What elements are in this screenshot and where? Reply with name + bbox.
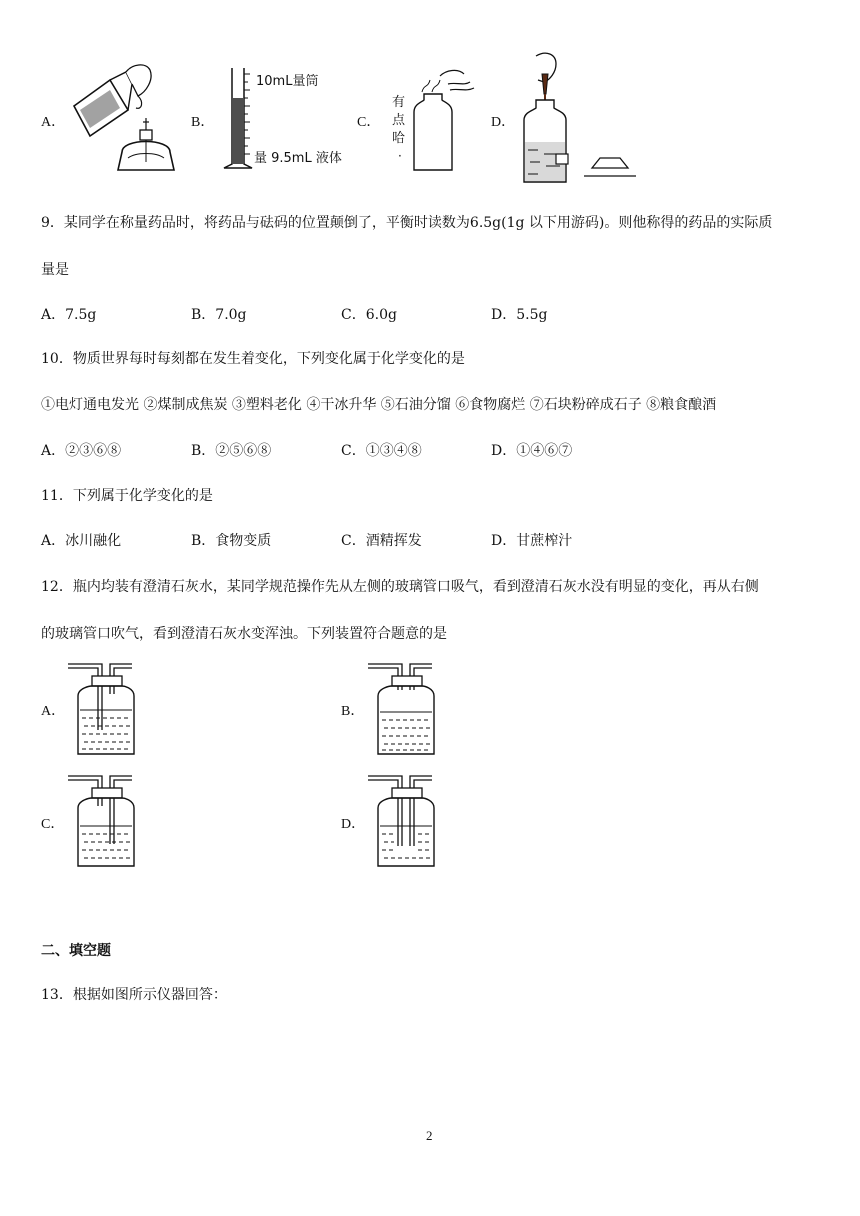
q12-option-b-bottle bbox=[364, 660, 436, 762]
q10-items: ①电灯通电发光 ②煤制成焦炭 ③塑料老化 ④干冰升华 ⑤石油分馏 ⑥食物腐烂 ⑦石块粉碎成石子 ⑧粮食酿酒 bbox=[41, 397, 717, 413]
q8-option-c-label: C． bbox=[357, 115, 381, 130]
q12-option-c-label: C． bbox=[41, 817, 65, 832]
q9-option-b: B．7.0g bbox=[191, 307, 247, 323]
q8-option-a-label: A． bbox=[41, 115, 66, 130]
section-title-fill-in: 二、填空题 bbox=[41, 943, 111, 959]
q10-option-b: B．②⑤⑥⑧ bbox=[191, 443, 272, 459]
q8-option-a-figure bbox=[66, 62, 186, 184]
q13-stem: 13．根据如图所示仪器回答： bbox=[41, 987, 227, 1003]
q8-option-b-label: B． bbox=[191, 115, 215, 130]
q11-option-d: D．甘蔗榨汁 bbox=[491, 533, 573, 549]
q8-option-c-figure bbox=[388, 66, 480, 180]
q12-option-a-bottle bbox=[64, 660, 136, 762]
q8-b-cylinder-bottom-label: 量 9.5mL 液体 bbox=[254, 151, 342, 166]
q9-stem-line2: 量是 bbox=[41, 262, 69, 278]
q8-option-b-figure bbox=[218, 64, 358, 180]
q12-option-d-label: D． bbox=[341, 817, 366, 832]
q12-option-a-label: A． bbox=[41, 704, 66, 719]
q9-option-a: A．7.5g bbox=[41, 307, 97, 323]
q8-option-d-figure bbox=[516, 50, 640, 190]
q10-stem: 10．物质世界每时每刻都在发生着变化，下列变化属于化学变化的是 bbox=[41, 351, 465, 367]
q10-option-d: D．①④⑥⑦ bbox=[491, 443, 573, 459]
q8-c-side-label-3: 哈 bbox=[392, 131, 406, 146]
q8-b-cylinder-top-label: 10mL量筒 bbox=[256, 74, 319, 89]
page-number: 2 bbox=[426, 1128, 433, 1143]
q9-option-d: D．5.5g bbox=[491, 307, 548, 323]
q12-option-b-label: B． bbox=[341, 704, 365, 719]
q11-option-b: B．食物变质 bbox=[191, 533, 272, 549]
q8-c-side-label-2: 点 bbox=[392, 113, 406, 128]
q8-option-d-label: D． bbox=[491, 115, 516, 130]
q11-stem: 11．下列属于化学变化的是 bbox=[41, 488, 213, 504]
q9-option-c: C．6.0g bbox=[341, 307, 397, 323]
q11-option-c: C．酒精挥发 bbox=[341, 533, 422, 549]
q11-option-a: A．冰川融化 bbox=[41, 533, 122, 549]
q12-stem-line1: 12．瓶内均装有澄清石灰水，某同学规范操作先从左侧的玻璃管口吸气，看到澄清石灰水没有明显的变化，再从右侧 bbox=[41, 579, 759, 595]
svg-text:·: · bbox=[398, 149, 402, 163]
q12-option-d-bottle bbox=[364, 772, 436, 874]
q12-option-c-bottle bbox=[64, 772, 136, 874]
q10-option-a: A．②③⑥⑧ bbox=[41, 443, 122, 459]
q8-c-side-label-1: 有 bbox=[392, 95, 406, 110]
q12-stem-line2: 的玻璃管口吹气，看到澄清石灰水变浑浊。下列装置符合题意的是 bbox=[41, 626, 447, 642]
q9-stem-line1: 9．某同学在称量药品时，将药品与砝码的位置颠倒了，平衡时读数为6.5g(1g 以下用游码)。则他称得的药品的实际质 bbox=[41, 215, 773, 231]
q10-option-c: C．①③④⑧ bbox=[341, 443, 422, 459]
